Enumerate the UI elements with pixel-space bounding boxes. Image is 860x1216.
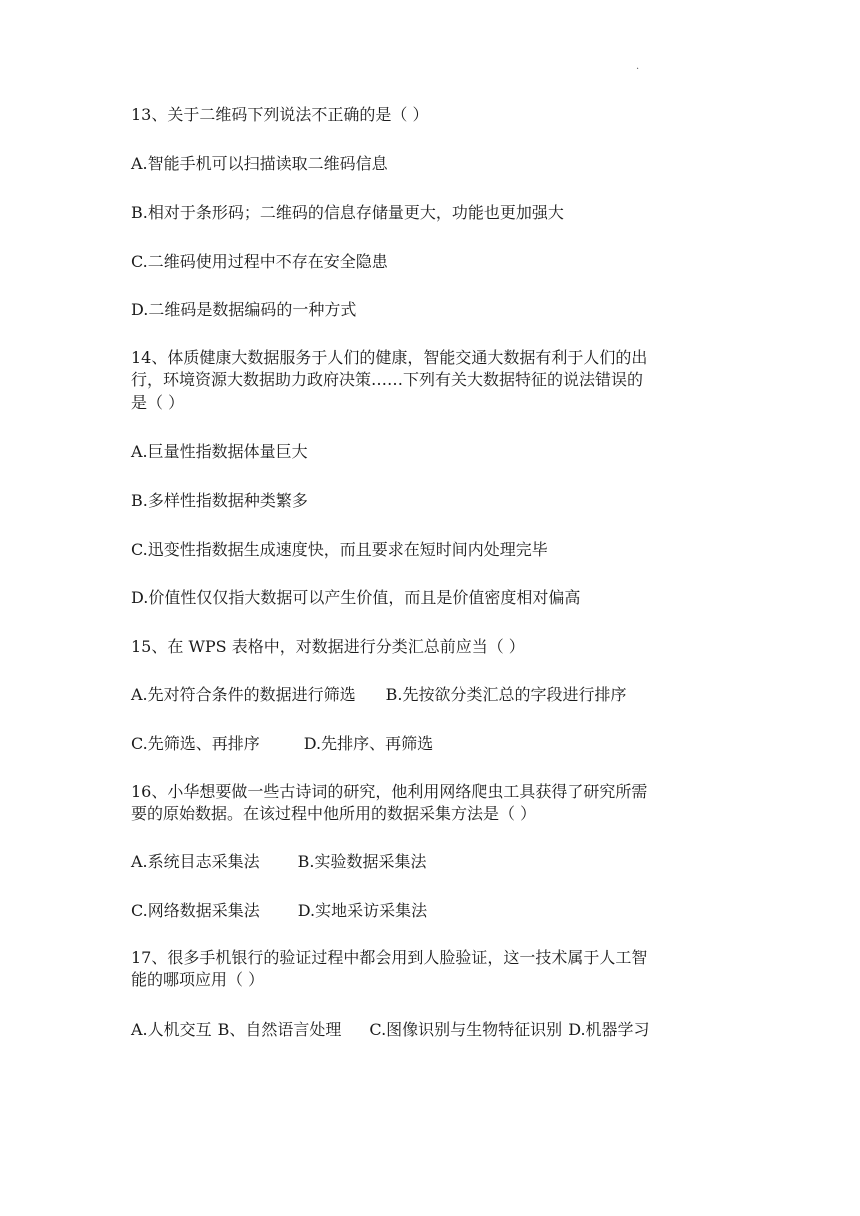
question-15-option-d: D.先排序、再筛选: [303, 734, 434, 753]
question-17-stem-line-2: 能的哪项应用（ ）: [131, 970, 265, 989]
question-15-option-b: B.先按欲分类汇总的字段进行排序: [385, 685, 627, 704]
question-17-option-c: C.图像识别与生物特征识别: [369, 1020, 563, 1039]
question-15-options-ab: [131, 684, 741, 706]
question-17-option-a: A.人机交互: [131, 1020, 212, 1039]
question-16-option-a: A.系统目志采集法: [131, 852, 260, 871]
question-14-option-d: D.价值性仅仅指大数据可以产生价值，而且是价值密度相对偏高: [131, 588, 581, 607]
question-14-stem-line-3: 是（ ）: [131, 393, 185, 412]
question-13-stem: 13、关于二维码下列说法不正确的是（ ）: [131, 105, 429, 124]
question-14-stem-line-1: 14、体质健康大数据服务于人们的健康，智能交通大数据有利于人们的出: [131, 348, 648, 367]
question-13-option-b: B.相对于条形码；二维码的信息存储量更大，功能也更加强大: [131, 203, 564, 222]
question-14-option-b: B.多样性指数据种类繁多: [131, 491, 308, 510]
question-15-options-cd: [131, 733, 741, 755]
header-mark: ·: [636, 64, 640, 75]
question-14-option-c: C.迅变性指数据生成速度快，而且要求在短时间内处理完毕: [131, 540, 548, 559]
question-17-option-b: B、自然语言处理: [217, 1020, 342, 1039]
question-15-option-c: C.先筛选、再排序: [131, 734, 260, 753]
question-17-options: [131, 1019, 741, 1041]
question-13-option-a: A.智能手机可以扫描读取二维码信息: [131, 154, 388, 173]
question-14-option-a: A.巨量性指数据体量巨大: [131, 442, 308, 461]
question-16-option-b: B.实验数据采集法: [297, 852, 427, 871]
question-17-option-d: D.机器学习: [568, 1020, 650, 1039]
question-13-option-c: C.二维码使用过程中不存在安全隐患: [131, 252, 388, 271]
question-14-stem-line-2: 行，环境资源大数据助力政府决策……下列有关大数据特征的说法错误的: [131, 370, 644, 389]
question-16-options-ab: [131, 851, 741, 873]
question-15-option-a: A.先对符合条件的数据进行筛选: [131, 685, 356, 704]
question-16-option-c: C.网络数据采集法: [131, 901, 260, 920]
question-16-options-cd: [131, 900, 741, 922]
question-13-option-d: D.二维码是数据编码的一种方式: [131, 300, 357, 319]
question-16-stem-line-1: 16、小华想要做一些古诗词的研究，他利用网络爬虫工具获得了研究所需: [131, 782, 648, 801]
question-17-stem-line-1: 17、很多手机银行的验证过程中都会用到人脸验证，这一技术属于人工智: [131, 948, 648, 967]
question-16-option-d: D.实地采访采集法: [297, 901, 428, 920]
question-16-stem-line-2: 要的原始数据。在该过程中他所用的数据采集方法是（ ）: [131, 804, 537, 823]
question-15-stem: 15、在 WPS 表格中，对数据进行分类汇总前应当（ ）: [131, 637, 525, 656]
